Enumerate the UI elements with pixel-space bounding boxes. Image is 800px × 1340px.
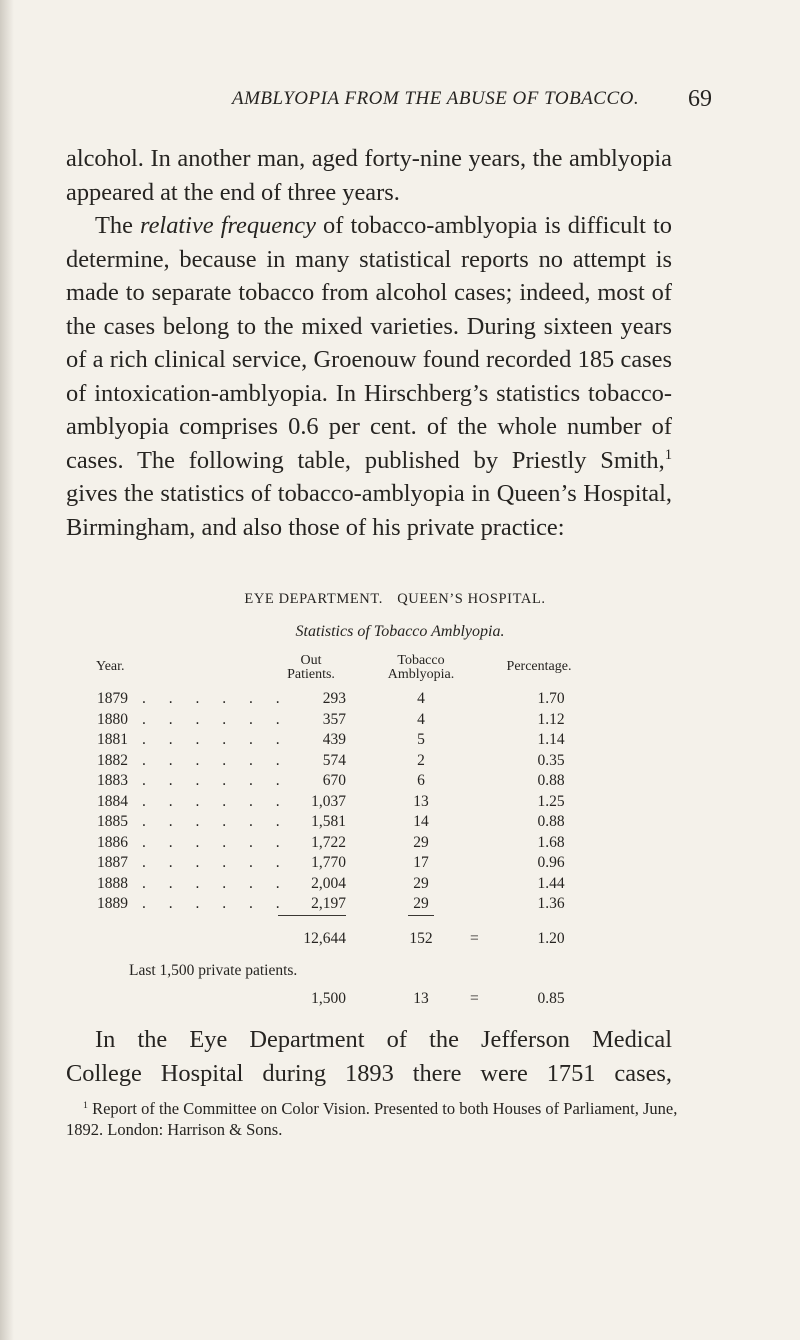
table-row [0,731,800,751]
total-rule-out [278,915,346,916]
cell-out-patients: 439 [322,731,346,748]
table-row [0,752,800,772]
cell-out-patients: 670 [322,772,346,789]
paragraph-2-lead: The [95,212,141,239]
table-row [0,875,800,895]
cell-tobacco-amblyopia: 14 [413,813,429,830]
cell-out-patients: 1,770 [311,854,346,871]
cell-out-patients: 1,722 [311,833,346,851]
leader-dots: . . . . . . [142,833,290,851]
cell-percentage: 0.88 [537,772,565,789]
cell-percentage: 1.70 [537,690,565,707]
cell-out-patients: 2,004 [311,874,346,892]
table-row [0,895,800,915]
cell-percentage: 1.36 [537,895,565,912]
cell-year: 1887 [97,854,128,871]
leader-dots: . . . . . . [142,792,290,810]
header-year: Year. [96,659,125,674]
cell-tobacco-amblyopia: 29 [413,874,429,892]
leader-dots: . . . . . . [142,772,290,789]
private-percentage: 0.85 [537,990,565,1007]
total-percentage: 1.20 [537,930,565,947]
cell-tobacco-amblyopia: 5 [417,731,425,748]
header-percentage: Percentage. [506,659,572,674]
closing-line-1: In the Eye Department of the Jefferson Medical [95,1026,672,1053]
cell-tobacco-amblyopia: 13 [413,792,429,810]
paragraph-2-tail: gives the statistics of tobacco-amblyopia in Queen’s Hospital, Birmingham, and also those of his private practice: [66,480,672,541]
private-equals: = [470,990,479,1007]
paragraph-2 [66,209,672,544]
cell-tobacco-amblyopia: 4 [417,710,425,728]
cell-year: 1880 [97,710,128,728]
header-tobacco-amblyopia [366,654,476,682]
leader-dots: . . . . . . [142,854,290,871]
closing-paragraph [66,1023,672,1090]
header-tob-line2: Amblyopia. [387,667,455,682]
cell-tobacco-amblyopia: 29 [413,833,429,851]
cell-percentage: 1.25 [537,792,565,810]
cell-year: 1886 [97,833,128,851]
table-subcaption: Statistics of Tobacco Amblyopia. [295,623,505,640]
relative-frequency-emphasis: relative frequency [140,212,316,239]
cell-out-patients: 2,197 [311,895,346,912]
cell-percentage: 1.14 [537,731,565,748]
cell-out-patients: 1,581 [311,813,346,830]
leader-dots: . . . . . . [142,895,290,912]
footnote-text: Report of the Committee on Color Vision. Presented to both Houses of Parliament, June, 1892. London: Harrison & Sons. [66,1099,678,1139]
footnote [66,1098,686,1140]
header-out-line1: Out [300,653,322,668]
cell-tobacco-amblyopia: 29 [413,895,429,912]
caption-queens-hospital: QUEEN’S HOSPITAL. [397,591,546,607]
table-row [0,772,800,792]
table-caption [0,591,800,608]
footnote-marker: 1 [83,1100,88,1112]
cell-out-patients: 574 [322,751,346,769]
cell-tobacco-amblyopia: 17 [413,854,429,871]
cell-tobacco-amblyopia: 2 [417,751,425,769]
cell-year: 1882 [97,751,128,769]
page-number: 69 [688,86,712,112]
footnote-reference: 1 [664,446,672,463]
cell-year: 1888 [97,874,128,892]
table-row [0,711,800,731]
cell-year: 1879 [97,690,128,707]
cell-tobacco-amblyopia: 6 [417,772,425,789]
leader-dots: . . . . . . [142,710,290,728]
cell-out-patients: 357 [322,710,346,728]
leader-dots: . . . . . . [142,813,290,830]
paragraph-1: alcohol. In another man, aged forty-nine years, the amblyopia appeared at the end of three years. [66,145,672,206]
table-row [0,793,800,813]
paragraph-2-middle: of tobacco-amblyopia is difficult to determine, because in many statistical reports no attempt is made to separate tobacco from alcohol cases; indeed, most of the cases belong to the mixed varieties. During sixteen years of a rich clinical service, Groenouw found recorded 185 cases of intoxication-amblyopia. In Hirschberg’s statistics tobacco-amblyopia comprises 0.6 per cent. of the whole number of cases. The following table, published by Priestly Smith, [66,212,672,474]
leader-dots: . . . . . . [142,690,290,707]
cell-year: 1889 [97,895,128,912]
total-equals: = [470,930,479,947]
cell-out-patients: 1,037 [311,792,346,810]
cell-year: 1883 [97,772,128,789]
cell-year: 1881 [97,731,128,748]
cell-year: 1885 [97,813,128,830]
cell-percentage: 1.68 [537,833,565,851]
header-tob-line1: Tobacco [397,653,445,668]
total-out-patients: 12,644 [303,930,346,947]
cell-percentage: 0.96 [537,854,565,871]
closing-line-2: College Hospital during 1893 there were 1751 cases, [66,1059,672,1087]
caption-eye-department: EYE DEPARTMENT. [244,591,383,607]
private-out-patients: 1,500 [311,990,346,1007]
total-tobacco-amblyopia: 152 [409,930,433,947]
cell-percentage: 0.88 [537,813,565,830]
leader-dots: . . . . . . [142,874,290,892]
private-patients-label: Last 1,500 private patients. [129,962,298,979]
header-out-patients [258,654,364,682]
total-rule-tobacco [408,915,434,916]
cell-out-patients: 293 [322,690,346,707]
cell-tobacco-amblyopia: 4 [417,690,425,707]
private-tobacco-amblyopia: 13 [413,990,429,1007]
cell-year: 1884 [97,792,128,810]
cell-percentage: 0.35 [537,751,565,769]
leader-dots: . . . . . . [142,731,290,748]
cell-percentage: 1.44 [537,874,565,892]
header-out-line2: Patients. [287,667,335,682]
table-row [0,690,800,710]
table-row [0,854,800,874]
table-row [0,834,800,854]
cell-percentage: 1.12 [537,710,565,728]
body-text [66,142,672,544]
leader-dots: . . . . . . [142,751,290,769]
running-title: AMBLYOPIA FROM THE ABUSE OF TOBACCO. [232,88,640,109]
binding-shadow [0,0,14,1340]
table-row [0,813,800,833]
